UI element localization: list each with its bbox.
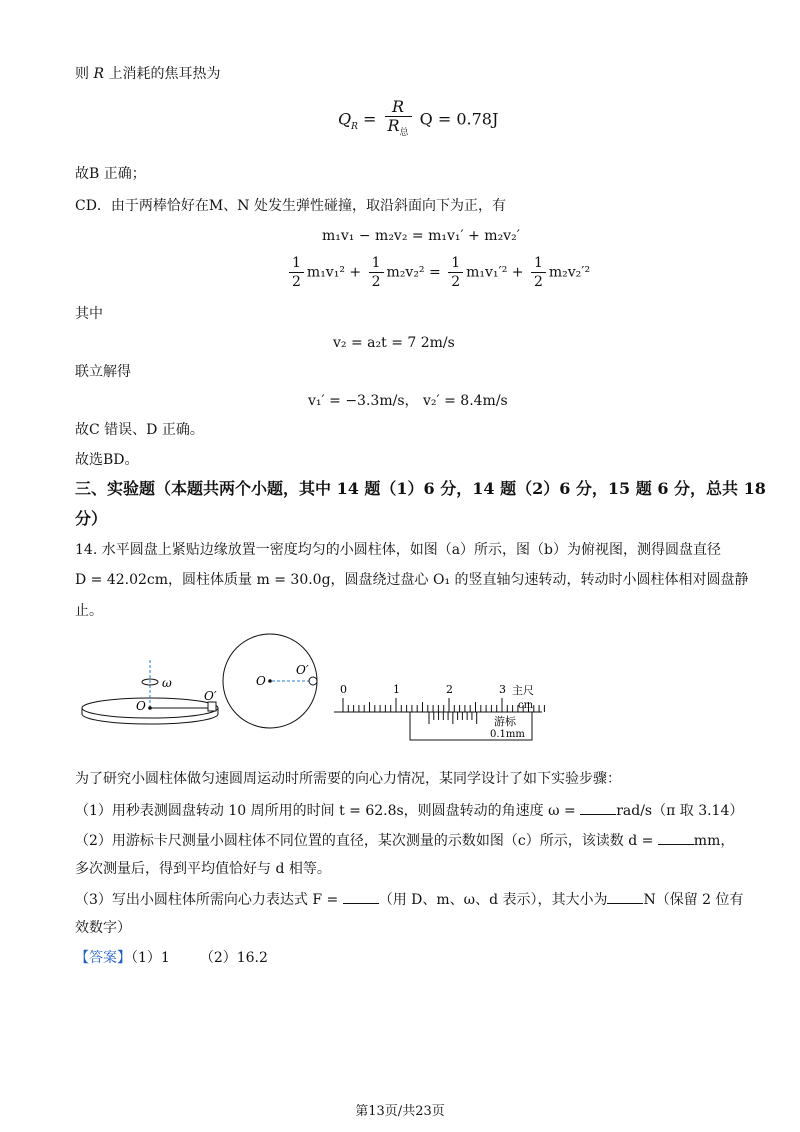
blank-force-value xyxy=(607,889,643,904)
paragraph-cd: CD．由于两棒恰好在M、N 处发生弹性碰撞，取沿斜面向下为正，有 xyxy=(75,198,506,214)
tick-label-0: 0 xyxy=(340,683,347,696)
paragraph-choose-bd: 故选BD。 xyxy=(75,452,139,468)
paragraph-joule-heat: 则 R 上消耗的焦耳热为 xyxy=(75,66,221,82)
section-heading-line2: 分） xyxy=(75,509,108,528)
question-14-line1: 14. 水平圆盘上紧贴边缘放置一密度均匀的小圆柱体，如图（a）所示，图（b）为俯视图，测得圆盘直径 xyxy=(75,542,722,558)
equation-qr: $Q_R$ = $\frac{R}{R_总}$ Q = 0.78J xyxy=(338,98,498,142)
blank-omega xyxy=(580,800,616,815)
section-heading-line1: 三、实验题（本题共两个小题，其中 14 题（1）6 分，14 题（2）6 分，15 题 6 分，总共 18 xyxy=(75,479,766,498)
tick-label-3: 3 xyxy=(499,683,506,696)
question-14-step2: （2）用游标卡尺测量小圆柱体不同位置的直径，某次测量的示数如图（c）所示，该读数 d = mm， xyxy=(75,830,734,851)
question-14-step1: （1）用秒表测圆盘转动 10 周所用的时间 t = 62.8s，则圆盘转动的角速度 ω = rad/s（π 取 3.14） xyxy=(75,800,743,821)
page-footer: 第13页/共23页 xyxy=(355,1104,445,1119)
figure-c-vernier xyxy=(334,683,544,740)
label-b-o-prime: O′ xyxy=(296,663,309,677)
label-vernier-unit: 0.1mm xyxy=(490,729,525,740)
question-14-step2b: 多次测量后，得到平均值恰好与 d 相等。 xyxy=(75,861,331,877)
equation-result: v₁′ = −3.3m/s， v₂′ = 8.4m/s xyxy=(308,393,508,409)
figure-b-top-view xyxy=(223,634,317,728)
blank-d xyxy=(658,830,694,845)
label-main-scale: 主尺 xyxy=(512,684,534,697)
tick-label-2: 2 xyxy=(446,683,453,696)
paragraph-where: 其中 xyxy=(75,306,103,322)
question-14-line3: 止。 xyxy=(75,603,103,619)
label-omega: ω xyxy=(162,676,172,690)
label-a-o: O xyxy=(136,699,146,713)
answer-tag: 【答案】 xyxy=(75,950,131,966)
question-14-line2: D = 42.02cm，圆柱体质量 m = 30.0g，圆盘绕过盘心 O₁ 的竖直轴匀速转动，转动时小圆柱体相对圆盘静 xyxy=(75,572,749,588)
question-14-step3: （3）写出小圆柱体所需向心力表达式 F = （用 D、m、ω、d 表示），其大小为 N（保留 2 位有 xyxy=(75,889,744,910)
equation-momentum: m₁v₁ − m₂v₂ = m₁v₁′ + m₂v₂′ xyxy=(322,228,520,244)
question-14-intro: 为了研究小圆柱体做匀速圆周运动时所需要的向心力情况，某同学设计了如下实验步骤： xyxy=(75,771,621,787)
figure-a-disc xyxy=(82,660,218,724)
answer-line: 【答案】（1）1 （2）16.2 xyxy=(75,950,268,966)
figure-abc xyxy=(80,630,550,745)
equation-v2: v₂ = a₂t = 7 2m/s xyxy=(333,335,455,351)
equation-energy: $\frac{1}{2}$ m₁v₁² + $\frac{1}{2}$ m₂v₂² = $\frac{1}{2}$ m₁v₁′² + $\frac{1}{2}$ m₂v₂′² xyxy=(286,254,590,291)
paragraph-solve: 联立解得 xyxy=(75,364,131,380)
label-a-o-prime: O′ xyxy=(204,689,217,703)
paragraph-c-wrong: 故C 错误、D 正确。 xyxy=(75,422,204,438)
paragraph-b-correct: 故B 正确； xyxy=(75,166,146,182)
blank-force-expression xyxy=(343,889,379,904)
tick-label-1: 1 xyxy=(393,683,400,696)
fraction-r-over-rtotal: $\frac{R}{R_总}$ xyxy=(385,98,412,142)
question-14-step3b: 效数字） xyxy=(75,920,131,936)
label-b-o: O xyxy=(256,674,266,688)
label-vernier: 游标 xyxy=(494,715,516,728)
label-main-unit: cm xyxy=(518,700,534,711)
